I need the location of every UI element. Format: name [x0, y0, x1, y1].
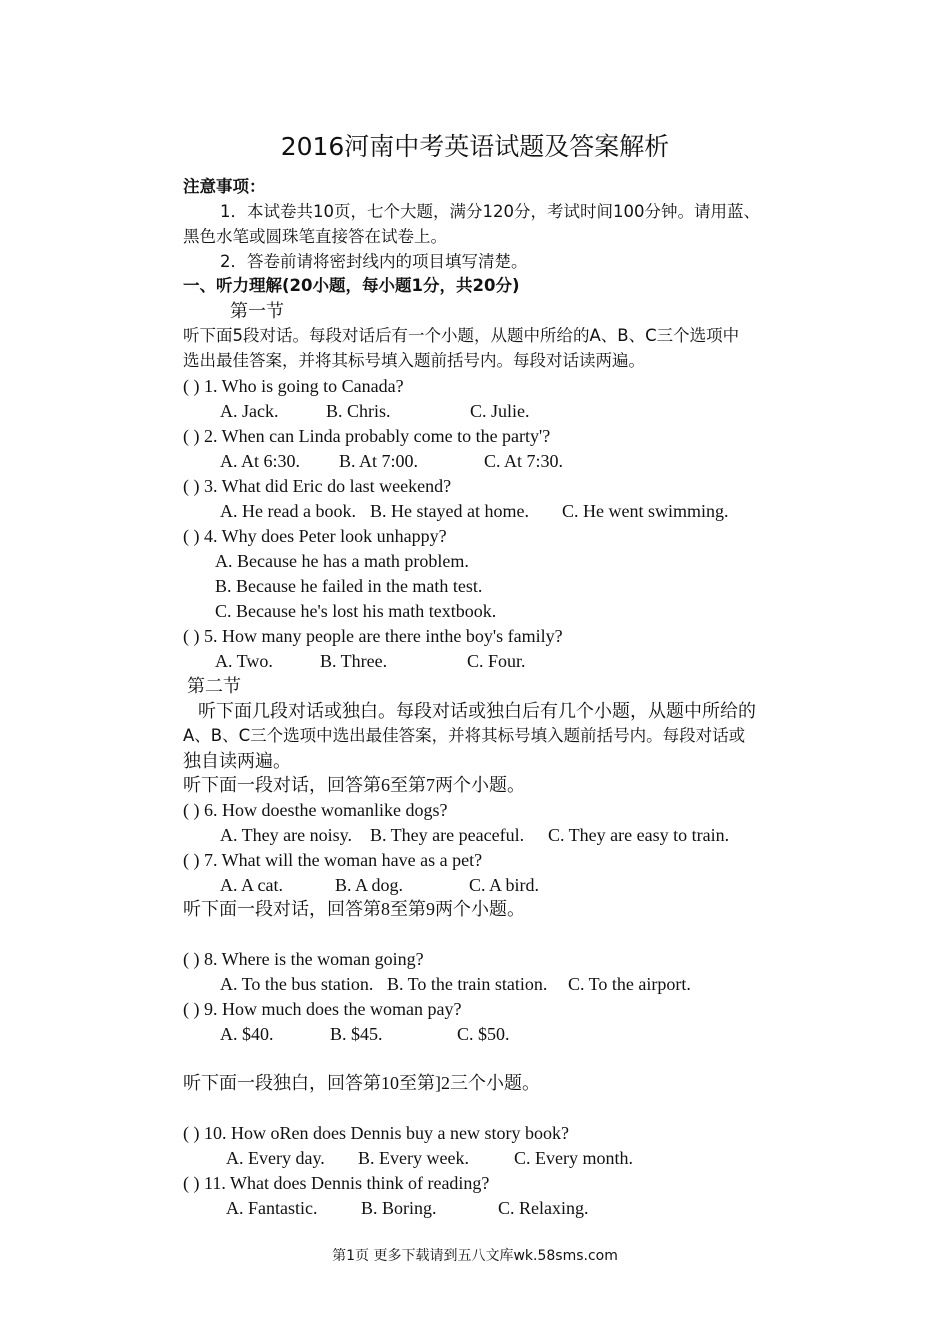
q6-option-c: C. They are easy to train.: [548, 825, 730, 845]
q3-option-b: B. He stayed at home.: [370, 501, 529, 521]
q10-option-a: A. Every day.: [226, 1148, 325, 1168]
question-3: ( ) 3. What did Eric do last weekend?: [183, 476, 452, 496]
notice-item-1: 1．本试卷共10页，七个大题，满分120分，考试时间100分钟。请用蓝、: [220, 202, 760, 221]
q7-option-b: B. A dog.: [335, 875, 404, 895]
q10-option-c: C. Every month.: [514, 1148, 633, 1168]
monologue-intro-10-12: 听下面一段独白，回答第10至第]2三个小题。: [183, 1073, 540, 1093]
section1-label: 第一节: [230, 301, 284, 321]
q6-option-b: B. They are peaceful.: [370, 825, 525, 845]
question-11: ( ) 11. What does Dennis think of reading?: [183, 1173, 490, 1193]
question-4: ( ) 4. Why does Peter look unhappy?: [183, 526, 447, 546]
q11-option-b: B. Boring.: [361, 1198, 437, 1218]
q11-option-a: A. Fantastic.: [226, 1198, 318, 1218]
notice-heading: 注意事项：: [183, 177, 266, 196]
q2-option-b: B. At 7:00.: [339, 451, 419, 471]
q9-option-b: B. $45.: [330, 1024, 383, 1044]
dialogue-intro-6-7: 听下面一段对话，回答第6至第7两个小题。: [183, 775, 525, 795]
section2-label: 第二节: [187, 676, 241, 696]
dialogue-intro-8-9: 听下面一段对话，回答第8至第9两个小题。: [183, 899, 525, 919]
q9-option-a: A. $40.: [220, 1024, 274, 1044]
q3-option-c: C. He went swimming.: [562, 501, 729, 521]
question-1: ( ) 1. Who is going to Canada?: [183, 376, 404, 396]
q8-option-b: B. To the train station.: [387, 974, 548, 994]
question-8: ( ) 8. Where is the woman going?: [183, 949, 424, 969]
question-10: ( ) 10. How oRen does Dennis buy a new story book?: [183, 1123, 569, 1143]
section2-instruction-cont: A、B、C三个选项中选出最佳答案，并将其标号填入题前括号内。每段对话或: [183, 726, 746, 745]
q5-option-b: B. Three.: [320, 651, 388, 671]
q4-option-a: A. Because he has a math problem.: [215, 551, 469, 571]
page-footer: 第1页 更多下载请到五八文库wk.58sms.com: [332, 1248, 618, 1264]
q4-option-b: B. Because he failed in the math test.: [215, 576, 483, 596]
question-9: ( ) 9. How much does the woman pay?: [183, 999, 462, 1019]
q1-option-a: A. Jack.: [220, 401, 279, 421]
q8-option-a: A. To the bus station.: [220, 974, 374, 994]
notice-item-1-cont: 黑色水笔或圆珠笔直接答在试卷上。: [183, 227, 447, 246]
q5-option-c: C. Four.: [467, 651, 526, 671]
part1-heading: 一、听力理解(20小题，每小题1分，共20分): [183, 276, 520, 295]
section1-instruction: 听下面5段对话。每段对话后有一个小题，从题中所给的A、B、C三个选项中: [183, 326, 740, 345]
question-6: ( ) 6. How doesthe womanlike dogs?: [183, 800, 448, 820]
section2-instruction: 听下面几段对话或独白。每段对话或独白后有几个小题，从题中所给的: [198, 701, 756, 721]
question-7: ( ) 7. What will the woman have as a pet?: [183, 850, 483, 870]
q8-option-c: C. To the airport.: [568, 974, 691, 994]
q2-option-c: C. At 7:30.: [484, 451, 564, 471]
question-5: ( ) 5. How many people are there inthe boy's family?: [183, 626, 563, 646]
q9-option-c: C. $50.: [457, 1024, 510, 1044]
section1-instruction-cont: 选出最佳答案，并将其标号填入题前括号内。每段对话读两遍。: [183, 351, 645, 370]
q11-option-c: C. Relaxing.: [498, 1198, 589, 1218]
question-2: ( ) 2. When can Linda probably come to the party'?: [183, 426, 551, 446]
q1-option-c: C. Julie.: [470, 401, 530, 421]
notice-item-2: 2．答卷前请将密封线内的项目填写清楚。: [220, 252, 528, 271]
section2-instruction-end: 独自读两遍。: [183, 751, 291, 771]
q4-option-c: C. Because he's lost his math textbook.: [215, 601, 497, 621]
q2-option-a: A. At 6:30.: [220, 451, 301, 471]
q5-option-a: A. Two.: [215, 651, 273, 671]
q7-option-a: A. A cat.: [220, 875, 283, 895]
page-title: 2016河南中考英语试题及答案解析: [280, 132, 670, 161]
q6-option-a: A. They are noisy.: [220, 825, 352, 845]
q1-option-b: B. Chris.: [326, 401, 391, 421]
q10-option-b: B. Every week.: [358, 1148, 469, 1168]
q3-option-a: A. He read a book.: [220, 501, 356, 521]
q7-option-c: C. A bird.: [469, 875, 540, 895]
